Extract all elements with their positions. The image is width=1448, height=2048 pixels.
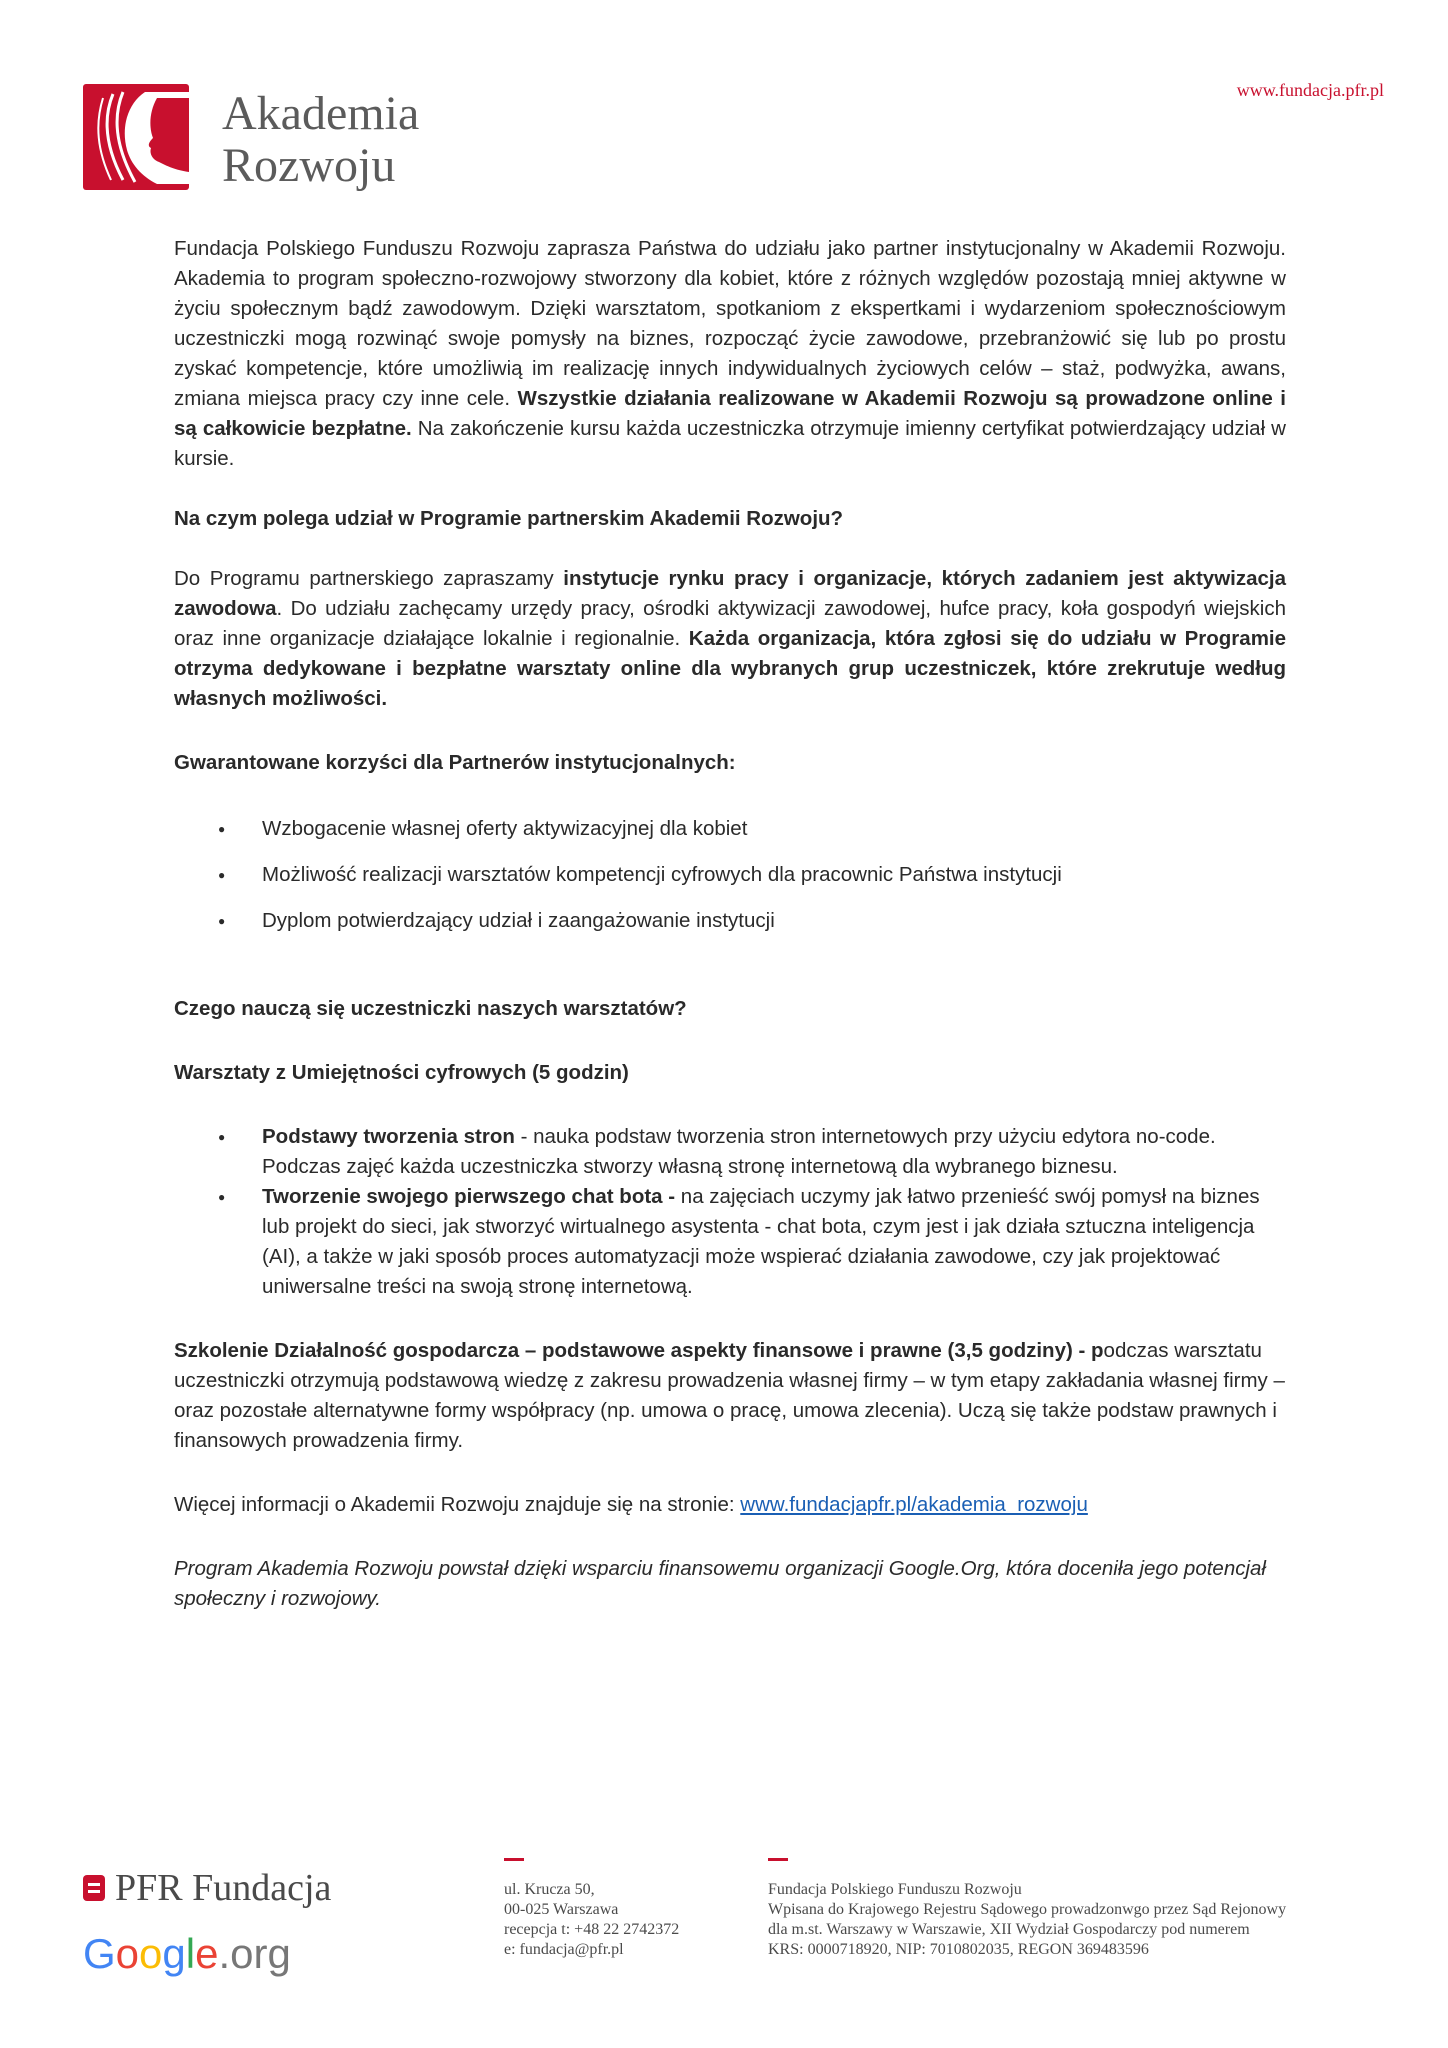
more-info-text: Więcej informacji o Akademii Rozwoju znajduje się na stronie: [174,1493,741,1516]
google-letter: G [83,1930,116,1977]
logo-line-1: Akademia [222,87,420,140]
list-item: ● Dyplom potwierdzający udział i zaangażowanie instytucji [174,906,1286,936]
pfr-logo-text: PFR Fundacja [115,1867,332,1909]
intro-text-1: Fundacja Polskiego Funduszu Rozwoju zaprasza Państwa do udziału jako partner instytucjonalny w Akademii Rozwoju. Akademia to program społeczno-rozwojowy stworzony dla kobiet, które z różnych względów pozostają mniej aktywne w życiu społecznym bądź zawodowym. Dzięki warsztatom, spotkaniom z ekspertkami i wydarzeniom społecznościowym uczestniczki mogą rozwinąć swoje pomysły na biznes, rozpocząć życie zawodowe, przebranżowić się lub po prostu zyskać kompetencje, które umożliwią im realizację innych indywidualnych życiowych celów – staż, podwyżka, awans, zmiana miejsca pracy czy inne cele. [174,237,1286,410]
list-item: ● Wzbogacenie własnej oferty aktywizacyjnej dla kobiet [174,814,1286,844]
workshop-item-title: Tworzenie swojego pierwszego chat bota - [262,1185,676,1208]
google-letter: o [139,1930,163,1977]
intro-text-2: Na zakończenie kursu każda uczestniczka otrzymuje imienny certyfikat potwierdzający udział w kursie. [174,417,1286,470]
workshop-item-title: Podstawy tworzenia stron [262,1125,515,1148]
partner-bold-2: Każda organizacja, która zgłosi się do udziału w Programie otrzyma dedykowane i bezpłatne warsztaty online dla wybranych grup uczestniczek, które zrekrutuje według własnych możliwości. [174,627,1287,710]
partner-text-2: . Do udziału zachęcamy urzędy pracy, ośrodki aktywizacji zawodowej, hufce pracy, koła gospodyń wiejskich oraz inne organizacje działające lokalnie i regionalnie. [174,597,1286,650]
google-letter: o [115,1930,140,1977]
logo-line-2: Rozwoju [222,139,396,192]
footer-registry [768,1880,1286,1960]
google-letter: l [185,1930,196,1977]
list-item: ● Możliwość realizacji warsztatów kompetencji cyfrowych dla pracownic Państwa instytucji [174,860,1286,890]
partner-bold-1: instytucje rynku pracy i organizacje, których zadaniem jest aktywizacja zawodowa [174,567,1286,620]
google-org-logo [83,1930,291,1978]
akademia-logo-icon [83,84,189,190]
section-heading-partner: Na czym polega udział w Programie partnerskim Akademii Rozwoju? [174,507,844,530]
training-paragraph [174,1336,1286,1456]
registry-line: dla m.st. Warszawy w Warszawie, XII Wydział Gospodarczy pod numerem [768,1921,1250,1938]
list-item [174,1122,1286,1182]
benefits-heading: Gwarantowane korzyści dla Partnerów instytucjonalnych: [174,751,736,774]
registry-line: Fundacja Polskiego Funduszu Rozwoju [768,1881,1022,1898]
document-body [174,234,1286,1614]
address-line: e: fundacja@pfr.pl [504,1941,624,1958]
intro-bold: Wszystkie działania realizowane w Akademii Rozwoju są prowadzone online i są całkowicie bezpłatne. [174,387,1286,440]
training-bold: Szkolenie Działalność gospodarcza – podstawowe aspekty finansowe i prawne (3,5 godziny) - p [174,1339,1104,1362]
workshop-heading: Warsztaty z Umiejętności cyfrowych (5 godzin) [174,1061,629,1084]
google-org-suffix: .org [218,1930,291,1977]
google-letter: g [162,1930,186,1977]
benefits-list [174,814,1286,936]
address-line: 00-025 Warszawa [504,1901,619,1918]
address-line: ul. Krucza 50, [504,1881,595,1898]
learn-heading: Czego nauczą się uczestniczki naszych warsztatów? [174,997,687,1020]
workshop-item-text: - nauka podstaw tworzenia stron internetowych przy użyciu edytora no-code. Podczas zajęć każda uczestniczka stworzy własną stronę internetową dla wybranego biznesu. [262,1125,1216,1178]
intro-paragraph [174,234,1286,474]
akademia-logo-text [222,88,419,192]
footer-divider-1 [504,1858,524,1861]
workshop-item-text: na zajęciach uczymy jak łatwo przenieść swój pomysł na biznes lub projekt do sieci, jak stworzyć wirtualnego asystenta - chat bota, czym jest i jak działa sztuczna inteligencja (AI), a także w jaki sposób proces automatyzacji może wspierać działania zawodowe, czy jak projektować uniwersalne treści na swoją stronę internetową. [262,1185,1260,1298]
registry-line: KRS: 0000718920, NIP: 7010802035, REGON 369483596 [768,1941,1149,1958]
header-url[interactable]: www.fundacja.pfr.pl [1236,80,1384,100]
training-text: odczas warsztatu uczestniczki otrzymują podstawową wiedzę z zakresu prowadzenia własnej firmy – w tym etapy zakładania własnej firmy – oraz pozostałe alternatywne formy współpracy (np. umowa o pracę, umowa zlecenia). Uczą się także podstaw prawnych i finansowych prowadzenia firmy. [174,1339,1285,1452]
registry-line: Wpisana do Krajowego Rejestru Sądowego prowadzonwgo przez Sąd Rejonowy [768,1901,1287,1918]
footer-address [504,1880,679,1960]
partner-text-1: Do Programu partnerskiego zapraszamy [174,567,554,590]
more-info-paragraph [174,1490,1286,1520]
pfr-fundacja-logo [83,1866,331,1910]
closing-paragraph: Program Akademia Rozwoju powstał dzięki wsparciu finansowemu organizacji Google.Org, która doceniła jego potencjał społeczny i rozwojowy. [174,1557,1266,1610]
address-line: recepcja t: +48 22 2742372 [504,1921,680,1938]
google-letter: e [195,1930,219,1977]
pfr-badge-icon [83,1875,105,1901]
akademia-link[interactable]: www.fundacjapfr.pl/akademia_rozwoju [740,1493,1088,1516]
footer-divider-2 [768,1858,788,1861]
workshop-list [174,1122,1286,1302]
list-item [174,1182,1286,1302]
partner-paragraph [174,564,1286,714]
